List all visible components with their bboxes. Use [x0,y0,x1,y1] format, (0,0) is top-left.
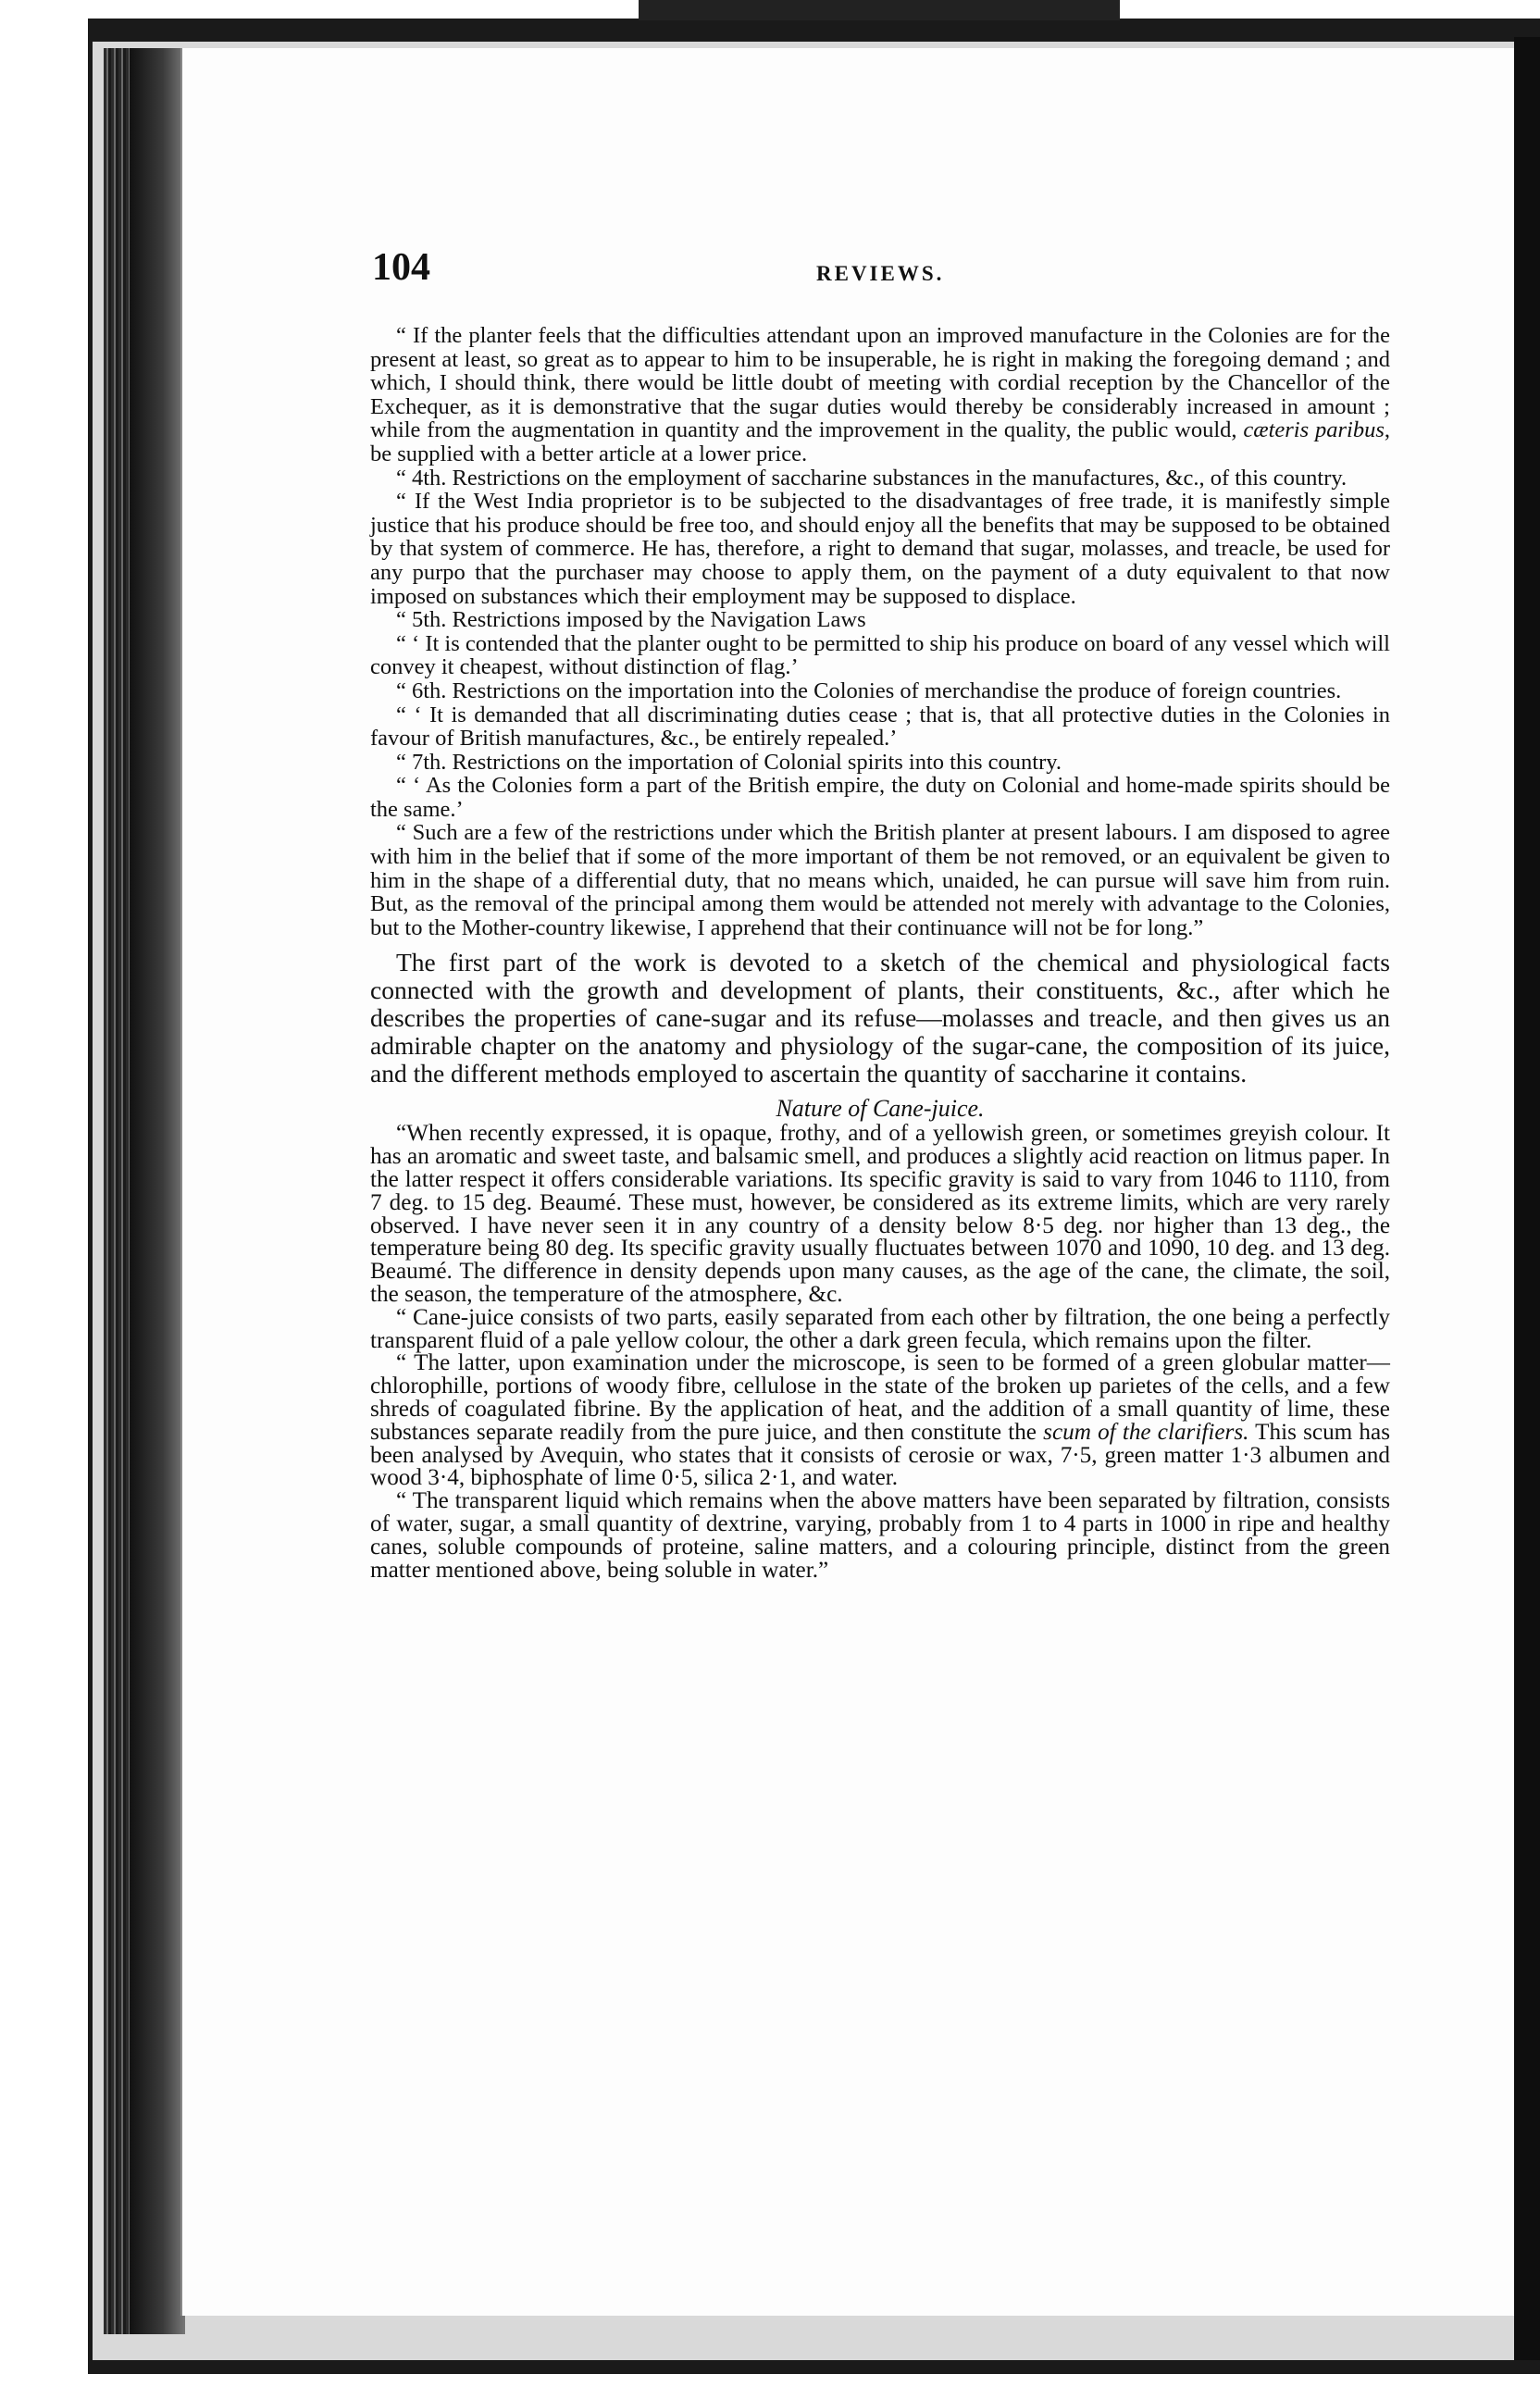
paragraph-main: The first part of the work is devoted to a sketch of the chemical and physiological facts connected with the growth and development of plants, their constituents, &c., after which he describes the properties of cane-sugar and its refuse—molasses and treacle, and then gives us an admirable chapter on the anatomy and physiology of the sugar-cane, the composition of its juice, and the different methods employed to ascertain the quantity of saccharine it contains. [370,948,1390,1088]
running-head: REVIEWS. [816,262,945,285]
italic-phrase: cæteris paribus [1243,417,1385,443]
paragraph: “When recently expressed, it is opaque, frothy, and of a yellowish green, or sometimes greyish colour. It has an aromatic and sweet taste, and balsamic smell, and produces a slightly acid reaction on litmus paper. In the latter respect it offers considerable variations. Its specific gravity is said to vary from 1046 to 1110, from 7 deg. to 15 deg. Beaumé. These must, however, be considered as its extreme limits, which are very rarely observed. I have never seen it in any country of a density below 8·5 deg. nor higher than 13 deg., the temperature being 80 deg. Its specific gravity usually fluctuates between 1070 and 1090, 10 deg. and 13 deg. Beaumé. The difference in density depends upon many causes, as the age of the cane, the climate, the soil, the season, the temperature of the atmosphere, &c. [370,1121,1390,1308]
paragraph: “ The transparent liquid which remains when the above matters have been separated by filtration, consists of water, sugar, a small quantity of dextrine, varying, probably from 1 to 4 parts in 1000 in ripe and healthy canes, soluble compounds of proteine, saline matters, and a colouring principle, distinct from the green matter mentioned above, being soluble in water.” [370,1488,1390,1583]
body-text [370,324,1390,1582]
top-shadow [639,0,1120,20]
paragraph: “ ‘ As the Colonies form a part of the British empire, the duty on Colonial and home-made spirits should be the same.’ [370,773,1390,822]
paragraph: “ If the West India proprietor is to be subjected to the disadvantages of free trade, it is manifestly simple justice that his produce should be free too, and should enjoy all the benefits that may be supposed to be obtained by that system of commerce. He has, therefore, a right to demand that sugar, molasses, and treacle, be used for any purpo that the purchaser may choose to apply them, on the payment of a duty equivalent to that now imposed on substances which their employment may be supposed to displace. [370,489,1390,609]
paragraph: “ Such are a few of the restrictions under which the British planter at present labours. I am disposed to agree with him in the belief that if some of the more important of them be not removed, or an equivalent be given to him in the shape of a differential duty, that no means which, unaided, he can pursue will save him from ruin. But, as the removal of the principal among them would be attended not merely with advantage to the Colonies, but to the Mother-country likewise, I apprehend that their continuance will not be for long.” [370,820,1390,940]
paragraph: “ 7th. Restrictions on the importation of Colonial spirits into this country. [396,749,1062,775]
paragraph: “ ‘ It is contended that the planter ought to be permitted to ship his produce on board of any vessel which will convey it cheapest, without distinction of flag.’ [370,630,1390,680]
paragraph: “ The latter, upon examination under the microscope, is seen to be formed of a green globular matter—chlorophille, portions of woody fibre, cellulose in the state of the broken up parietes of the cells, and a few shreds of coagulated fibrine. By the application of heat, and the addition of a small quantity of lime, these substances separate readily from the pure juice, and then constitute the scum of the clarifiers. This scum has been analysed by Avequin, who states that it consists of cerosie or wax, 7·5, green matter 1·3 albumen and wood 3·4, biphosphate of lime 0·5, silica 2·1, and water. [370,1350,1390,1491]
paragraph: “ 5th. Restrictions imposed by the Navigation Laws [396,607,866,633]
section-title: Nature of Cane-juice. [776,1095,985,1123]
page-header [372,245,1390,292]
italic-phrase: scum of the clarifiers. [1043,1419,1249,1445]
paragraph: “ 4th. Restrictions on the employment of saccharine substances in the manufactures, &c., of this country. [396,465,1348,491]
paragraph: “ If the planter feels that the difficulties attendant upon an improved manufacture in the Colonies are for the present at least, so great as to appear to him to be insuperable, he is right in making the foregoing demand ; and which, I should think, there would be little doubt of meeting with cordial reception by the Chancellor of the Exchequer, as it is demonstrative that the sugar duties would thereby be considerably increased in amount ; while from the augmentation in quantity and the improvement in the quality, the public would, cæteris paribus, be supplied with a better article at a lower price. [370,323,1390,466]
left-margin-paper [0,19,88,2277]
paragraph: “ 6th. Restrictions on the importation into the Colonies of merchandise the produce of foreign countries. [396,677,1342,703]
spine-gutter [130,48,185,2334]
right-book-edge [1514,37,1540,2360]
paragraph: “ ‘ It is demanded that all discriminating duties cease ; that is, that all protective duties in the Colonies in favour of British manufactures, &c., be entirely repealed.’ [370,702,1390,752]
paragraph: “ Cane-juice consists of two parts, easily separated from each other by filtration, the one being a perfectly transparent fluid of a pale yellow colour, the other a dark green fecula, which remains upon the filter. [370,1304,1390,1353]
page-number: 104 [372,246,430,289]
